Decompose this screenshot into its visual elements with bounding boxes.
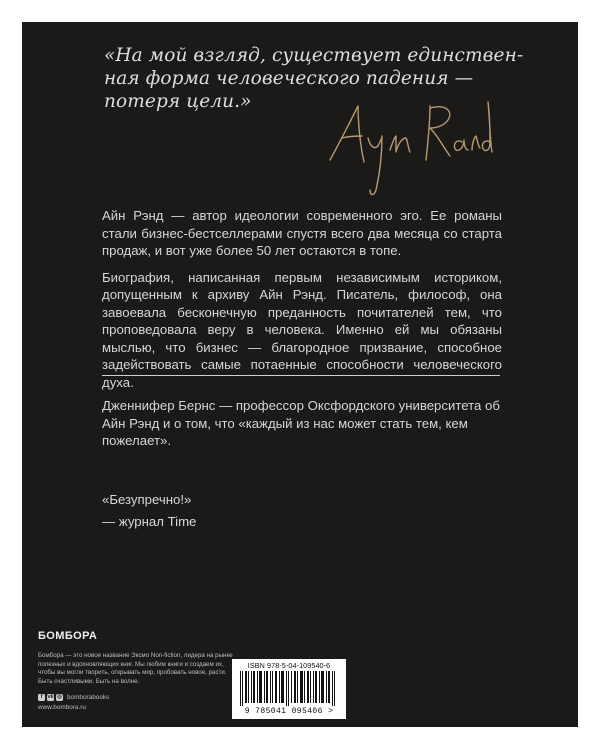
facebook-icon[interactable]: f — [38, 694, 45, 701]
social-links — [38, 694, 109, 701]
back-cover — [22, 22, 578, 727]
barcode-label — [232, 659, 346, 719]
about-section — [102, 207, 502, 400]
about-paragraph: Биография, написанная первым независимым историком, допущенным к архиву Айн Рэнд. Писатель, философ, она завоевала бесконечную преданность почитателей тем, что проповедовала веру в человека. Именно ей мы обязаны мыслью, что бизнес — благородное призвание, способное задействовать самые потаенные способности человеческого духа. — [102, 269, 502, 390]
barcode — [238, 671, 340, 706]
author-note-text: Дженнифер Бернс — профессор Оксфордского университета об Айн Рэнд и о том, что «каждый из нас может стать тем, кем пожелает». — [102, 398, 500, 448]
publisher-website[interactable]: www.bombora.ru — [38, 704, 86, 711]
review-quote: «Безупречно!» — [102, 492, 192, 507]
barcode-digits: 9 785041 095406 > — [244, 707, 334, 716]
instagram-icon[interactable]: ◎ — [57, 694, 62, 700]
quote-line: потеря цели.» — [104, 91, 252, 112]
vk-icon[interactable]: vk — [47, 694, 54, 700]
author-signature — [322, 92, 492, 202]
about-paragraph: Айн Рэнд — автор идеологии современного эго. Ее романы стали бизнес-бестселлерами спустя всего два месяца со старта продаж, и вот уже более 50 лет остаются в топе. — [102, 208, 502, 258]
review-source: — журнал Time — [102, 514, 197, 529]
social-handle[interactable]: bomborabooks — [67, 694, 110, 701]
publisher-description: Бомбора — это новое название Эксмо Non-fiction, лидера на рынке полезных и вдохновляющих книг. Мы любим книги и создаем их, чтобы вы могли творить, открывать мир, пробовать новое, расти. Быть счастливыми. Быть на волне. — [38, 652, 233, 685]
divider — [102, 375, 500, 376]
publisher-logo: БОМБОРА — [38, 630, 98, 642]
isbn-text: ISBN 978-5-04-109540-6 — [247, 661, 331, 670]
quote-line: ная форма человеческого падения — — [104, 68, 474, 89]
review-block — [102, 489, 196, 533]
author-note — [102, 397, 502, 459]
quote-line: «На мой взгляд, существует единствен- — [104, 45, 524, 66]
